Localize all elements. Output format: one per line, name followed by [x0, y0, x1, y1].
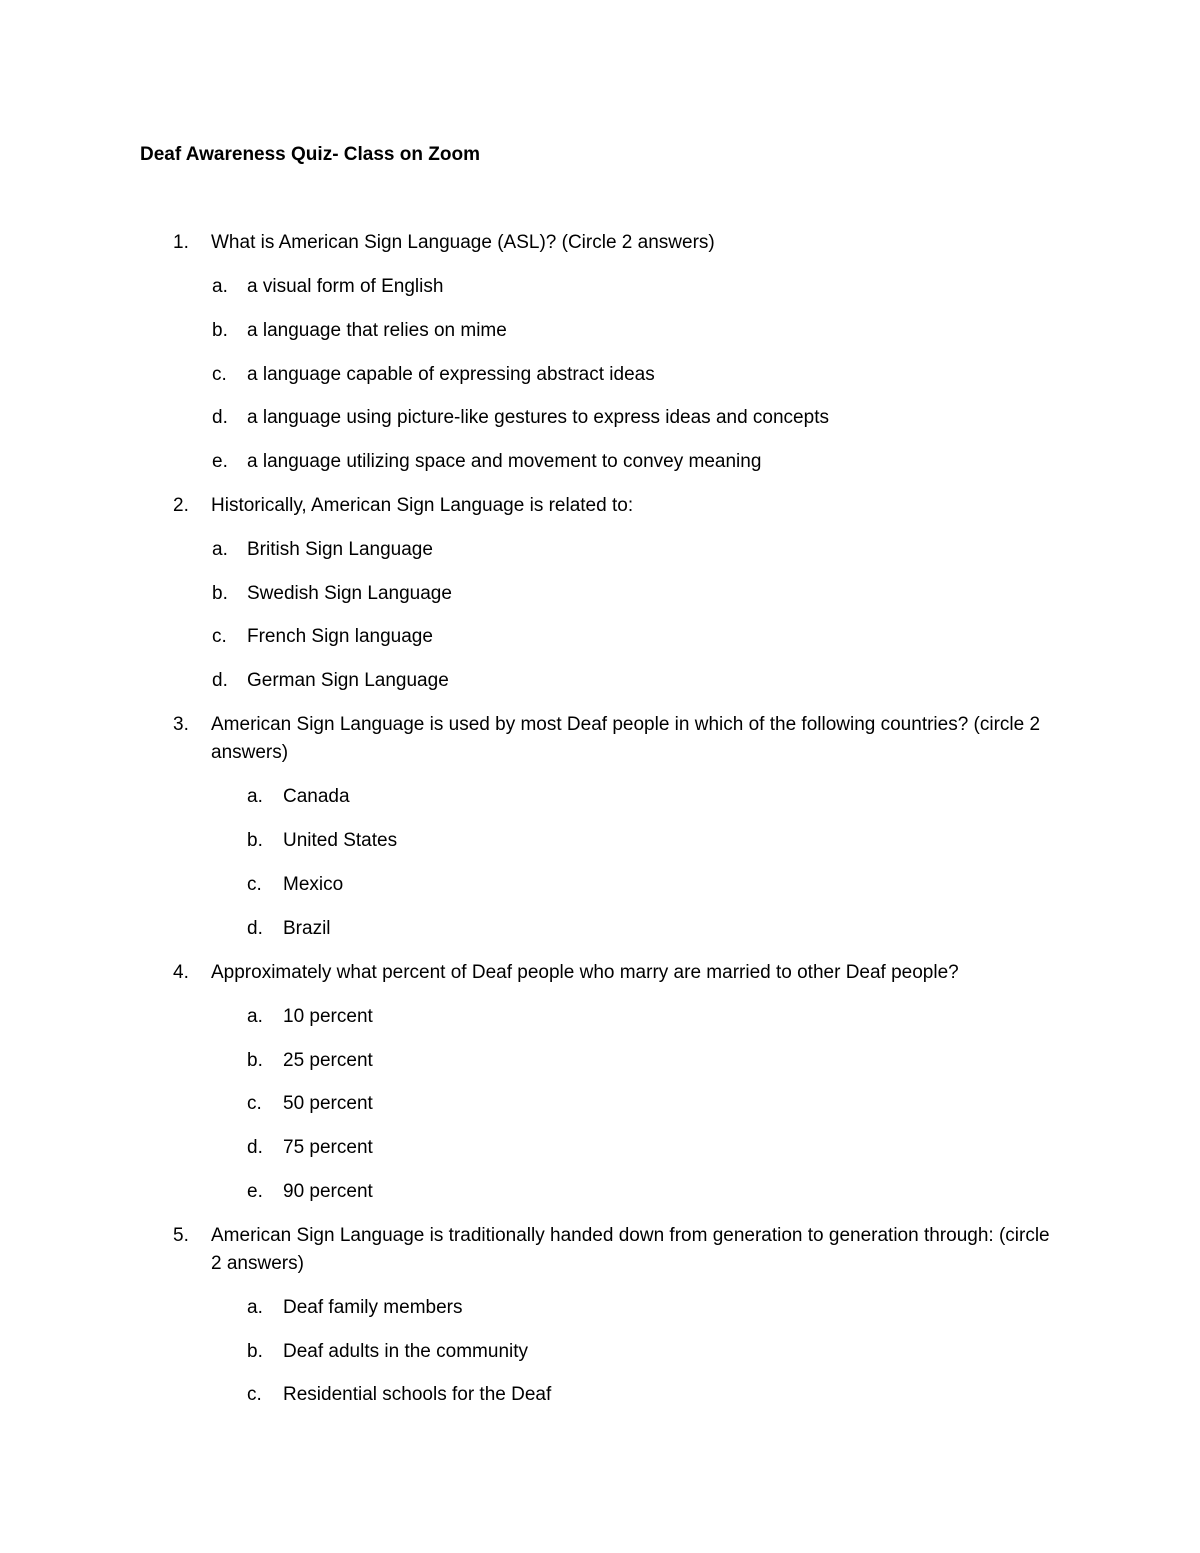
option-letter: a. — [212, 276, 228, 297]
option-text: German Sign Language — [247, 670, 449, 691]
option-letter: c. — [212, 626, 227, 647]
option-text: 10 percent — [283, 1006, 373, 1027]
option-letter: d. — [212, 407, 228, 428]
option-letter: c. — [247, 874, 262, 895]
option-letter: d. — [247, 918, 263, 939]
option-letter: c. — [247, 1093, 262, 1114]
option-text: United States — [283, 830, 398, 851]
option-text: Deaf adults in the community — [283, 1341, 529, 1362]
option-letter: b. — [212, 583, 228, 604]
option-letter: e. — [212, 451, 228, 472]
question-text: What is American Sign Language (ASL)? (Circle 2 answers) — [211, 232, 715, 253]
option-text: a language utilizing space and movement to convey meaning — [247, 451, 762, 472]
question-text: American Sign Language is traditionally handed down from generation to generation through: (circle 2 answers) — [211, 1225, 1050, 1274]
option-text: 90 percent — [283, 1181, 373, 1202]
option-letter: a. — [247, 1006, 263, 1027]
option-text: a visual form of English — [247, 276, 444, 297]
option-text: Residential schools for the Deaf — [283, 1384, 552, 1405]
question-number: 5. — [173, 1225, 189, 1246]
option-text: British Sign Language — [247, 539, 433, 560]
option-text: a language using picture-like gestures to express ideas and concepts — [247, 407, 829, 428]
option-text: 75 percent — [283, 1137, 373, 1158]
option-text: Swedish Sign Language — [247, 583, 452, 604]
question-number: 3. — [173, 714, 189, 735]
option-letter: d. — [247, 1137, 263, 1158]
option-text: French Sign language — [247, 626, 433, 647]
option-letter: d. — [212, 670, 228, 691]
option-text: a language that relies on mime — [247, 320, 507, 341]
page-title: Deaf Awareness Quiz- Class on Zoom — [140, 144, 480, 165]
option-letter: a. — [247, 786, 263, 807]
question-text: Historically, American Sign Language is related to: — [211, 495, 634, 516]
option-text: Brazil — [283, 918, 331, 939]
option-text: 50 percent — [283, 1093, 373, 1114]
option-text: Mexico — [283, 874, 344, 895]
option-letter: b. — [247, 1341, 263, 1362]
question-number: 1. — [173, 232, 189, 253]
option-letter: b. — [247, 1050, 263, 1071]
option-text: Deaf family members — [283, 1297, 463, 1318]
question-number: 2. — [173, 495, 189, 516]
question-text: American Sign Language is used by most Deaf people in which of the following countries? (circle 2 answers) — [211, 714, 1041, 763]
option-letter: a. — [247, 1297, 263, 1318]
option-letter: e. — [247, 1181, 263, 1202]
option-letter: b. — [247, 830, 263, 851]
question-number: 4. — [173, 962, 189, 983]
option-letter: b. — [212, 320, 228, 341]
option-text: a language capable of expressing abstract ideas — [247, 364, 655, 385]
question-text: Approximately what percent of Deaf people who marry are married to other Deaf people? — [211, 962, 959, 983]
option-letter: c. — [247, 1384, 262, 1405]
option-text: Canada — [283, 786, 350, 807]
option-text: 25 percent — [283, 1050, 373, 1071]
option-letter: c. — [212, 364, 227, 385]
option-letter: a. — [212, 539, 228, 560]
